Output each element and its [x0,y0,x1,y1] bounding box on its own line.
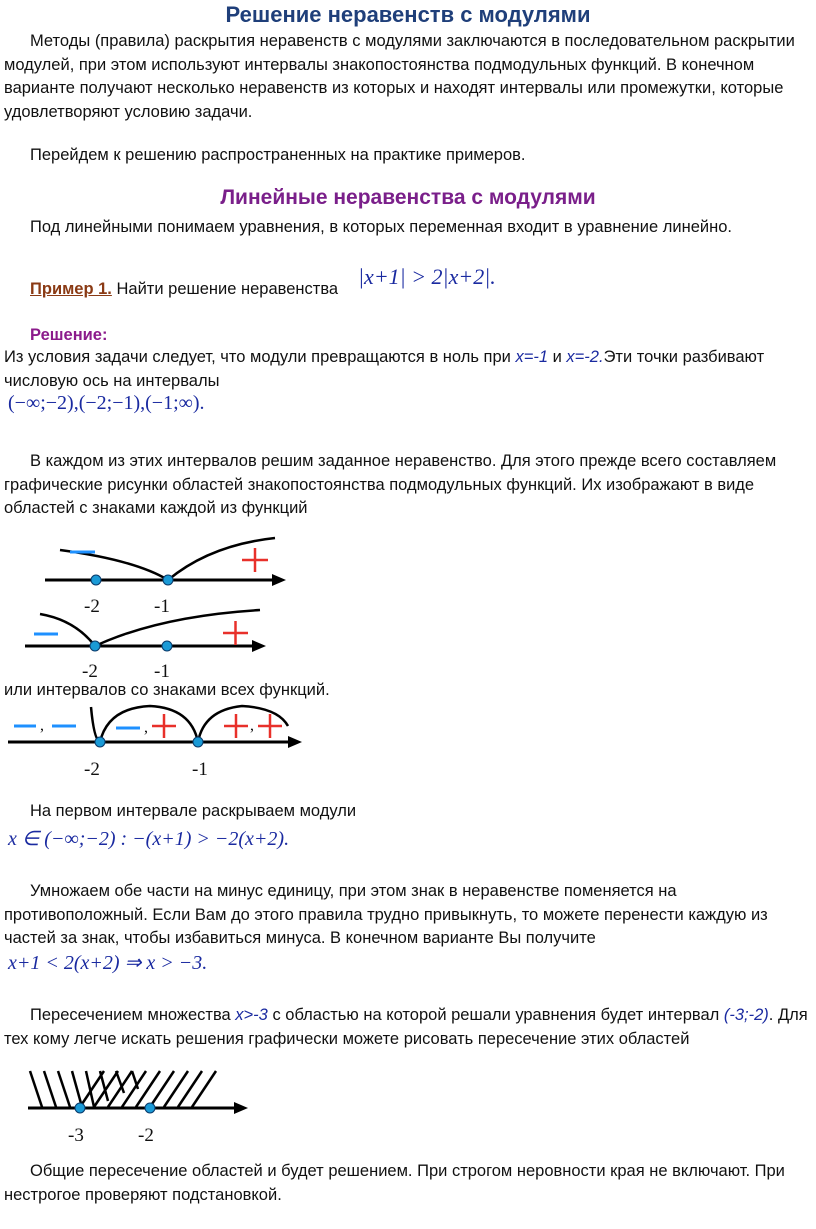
result-formula: x+1 < 2(x+2) ⇒ x > −3. [8,952,208,974]
svg-text:,: , [40,717,44,734]
point-dot [95,737,105,747]
definition-paragraph: Под линейными понимаем уравнения, в которых переменная входит в уравнение линейно. [30,218,732,236]
solution-label-line [4,324,810,348]
intersection-interval: (-3;-2) [723,1006,769,1024]
svg-text:,: , [144,719,148,736]
section-title: Линейные неравенства с модулями [220,186,596,209]
plus-sign [242,548,268,572]
page-title: Решение неравенств с модулями [225,2,591,27]
intersection-diagram [28,1065,253,1145]
point-label: -2 [138,1125,154,1145]
hatching-right [80,1071,216,1107]
point-label: -3 [68,1125,84,1145]
each-interval-paragraph: В каждом из этих интервалов решим заданное неравенство. Для этого прежде всего составляем графические рисунки областей знакопостоянства подмодульных функций. Их изображают в виде областей с знаками каждой из функций [4,452,777,517]
or-text: или интервалов со знаками всех функций. [4,681,330,699]
zero-point-1: x=-1 [515,348,549,366]
intro-paragraph: Методы (правила) раскрытия неравенств с модулями заключаются в последовательном раскрытии модулей, при этом используют интервалы знакопостоянства подмодульных функций. В конечном варианте получают несколько неравенств из которых и находят интервалы или промежутки, которые удовлетворяют условию задачи. [4,32,795,121]
intersection-text-a: Пересечением множества [30,1006,236,1024]
point-dot [145,1103,155,1113]
point-dot [193,737,203,747]
point-label: -2 [82,661,98,682]
multiply-paragraph: Умножаем обе части на минус единицу, при этом знак в неравенстве поменяется на противоположный. Если Вам до этого правила трудно привыкнуть, то можете перенести каждую из частей за знак, чтобы избавиться минуса. В конечном варианте Вы получите [4,882,768,947]
zero-point-2: x=-2. [566,348,604,366]
example-formula: |x+1| > 2|x+2|. [358,264,496,289]
solution-label: Решение: [30,326,108,344]
svg-text:,: , [250,717,254,734]
point-dot [162,641,172,651]
intersection-text-b: с областью на которой решали уравнения будет интервал [267,1006,724,1024]
intersection-text-c: . Для тех кому легче искать решения графически можете рисовать пересечение этих областей [4,1006,808,1048]
point-label: -2 [84,596,100,617]
solution-text-and: и [548,348,567,366]
first-interval-paragraph: На первом интервале раскрываем модули [30,802,357,820]
example-text: Найти решение неравенства [111,280,339,298]
point-label: -1 [154,596,170,617]
signs-plus-plus [224,714,282,738]
point-label: -1 [154,661,170,682]
plus-sign [223,621,248,645]
transition-paragraph: Перейдем к решению распространенных на практике примеров. [30,146,526,164]
point-dot [90,641,100,651]
point-dot [163,575,173,585]
sign-diagram-2 [20,600,270,682]
point-dot [75,1103,85,1113]
signs-minus-minus [14,717,76,734]
point-label: -2 [84,759,100,780]
solution-paragraph [4,346,810,393]
signs-minus-plus [116,714,176,738]
solution-text-b: Эти точки разбивают числовую ось на интервалы [4,348,765,390]
point-dot [91,575,101,585]
example-label: Пример 1. [30,280,112,298]
first-interval-formula: x ∈ (−∞;−2) : −(x+1) > −2(x+2). [8,828,290,850]
intersection-paragraph [4,1004,810,1051]
final-paragraph: Общие пересечение областей и будет решением. При строгом неровности края не включают. При нестрогое проверяют подстановкой. [4,1162,785,1204]
intersection-set: x>-3 [235,1006,268,1024]
sign-diagram-3 [6,702,306,782]
solution-text-a: Из условия задачи следует, что модули превращаются в ноль при [4,348,516,366]
intervals-formula: (−∞;−2),(−2;−1),(−1;∞). [8,392,205,414]
point-label: -1 [192,759,208,780]
